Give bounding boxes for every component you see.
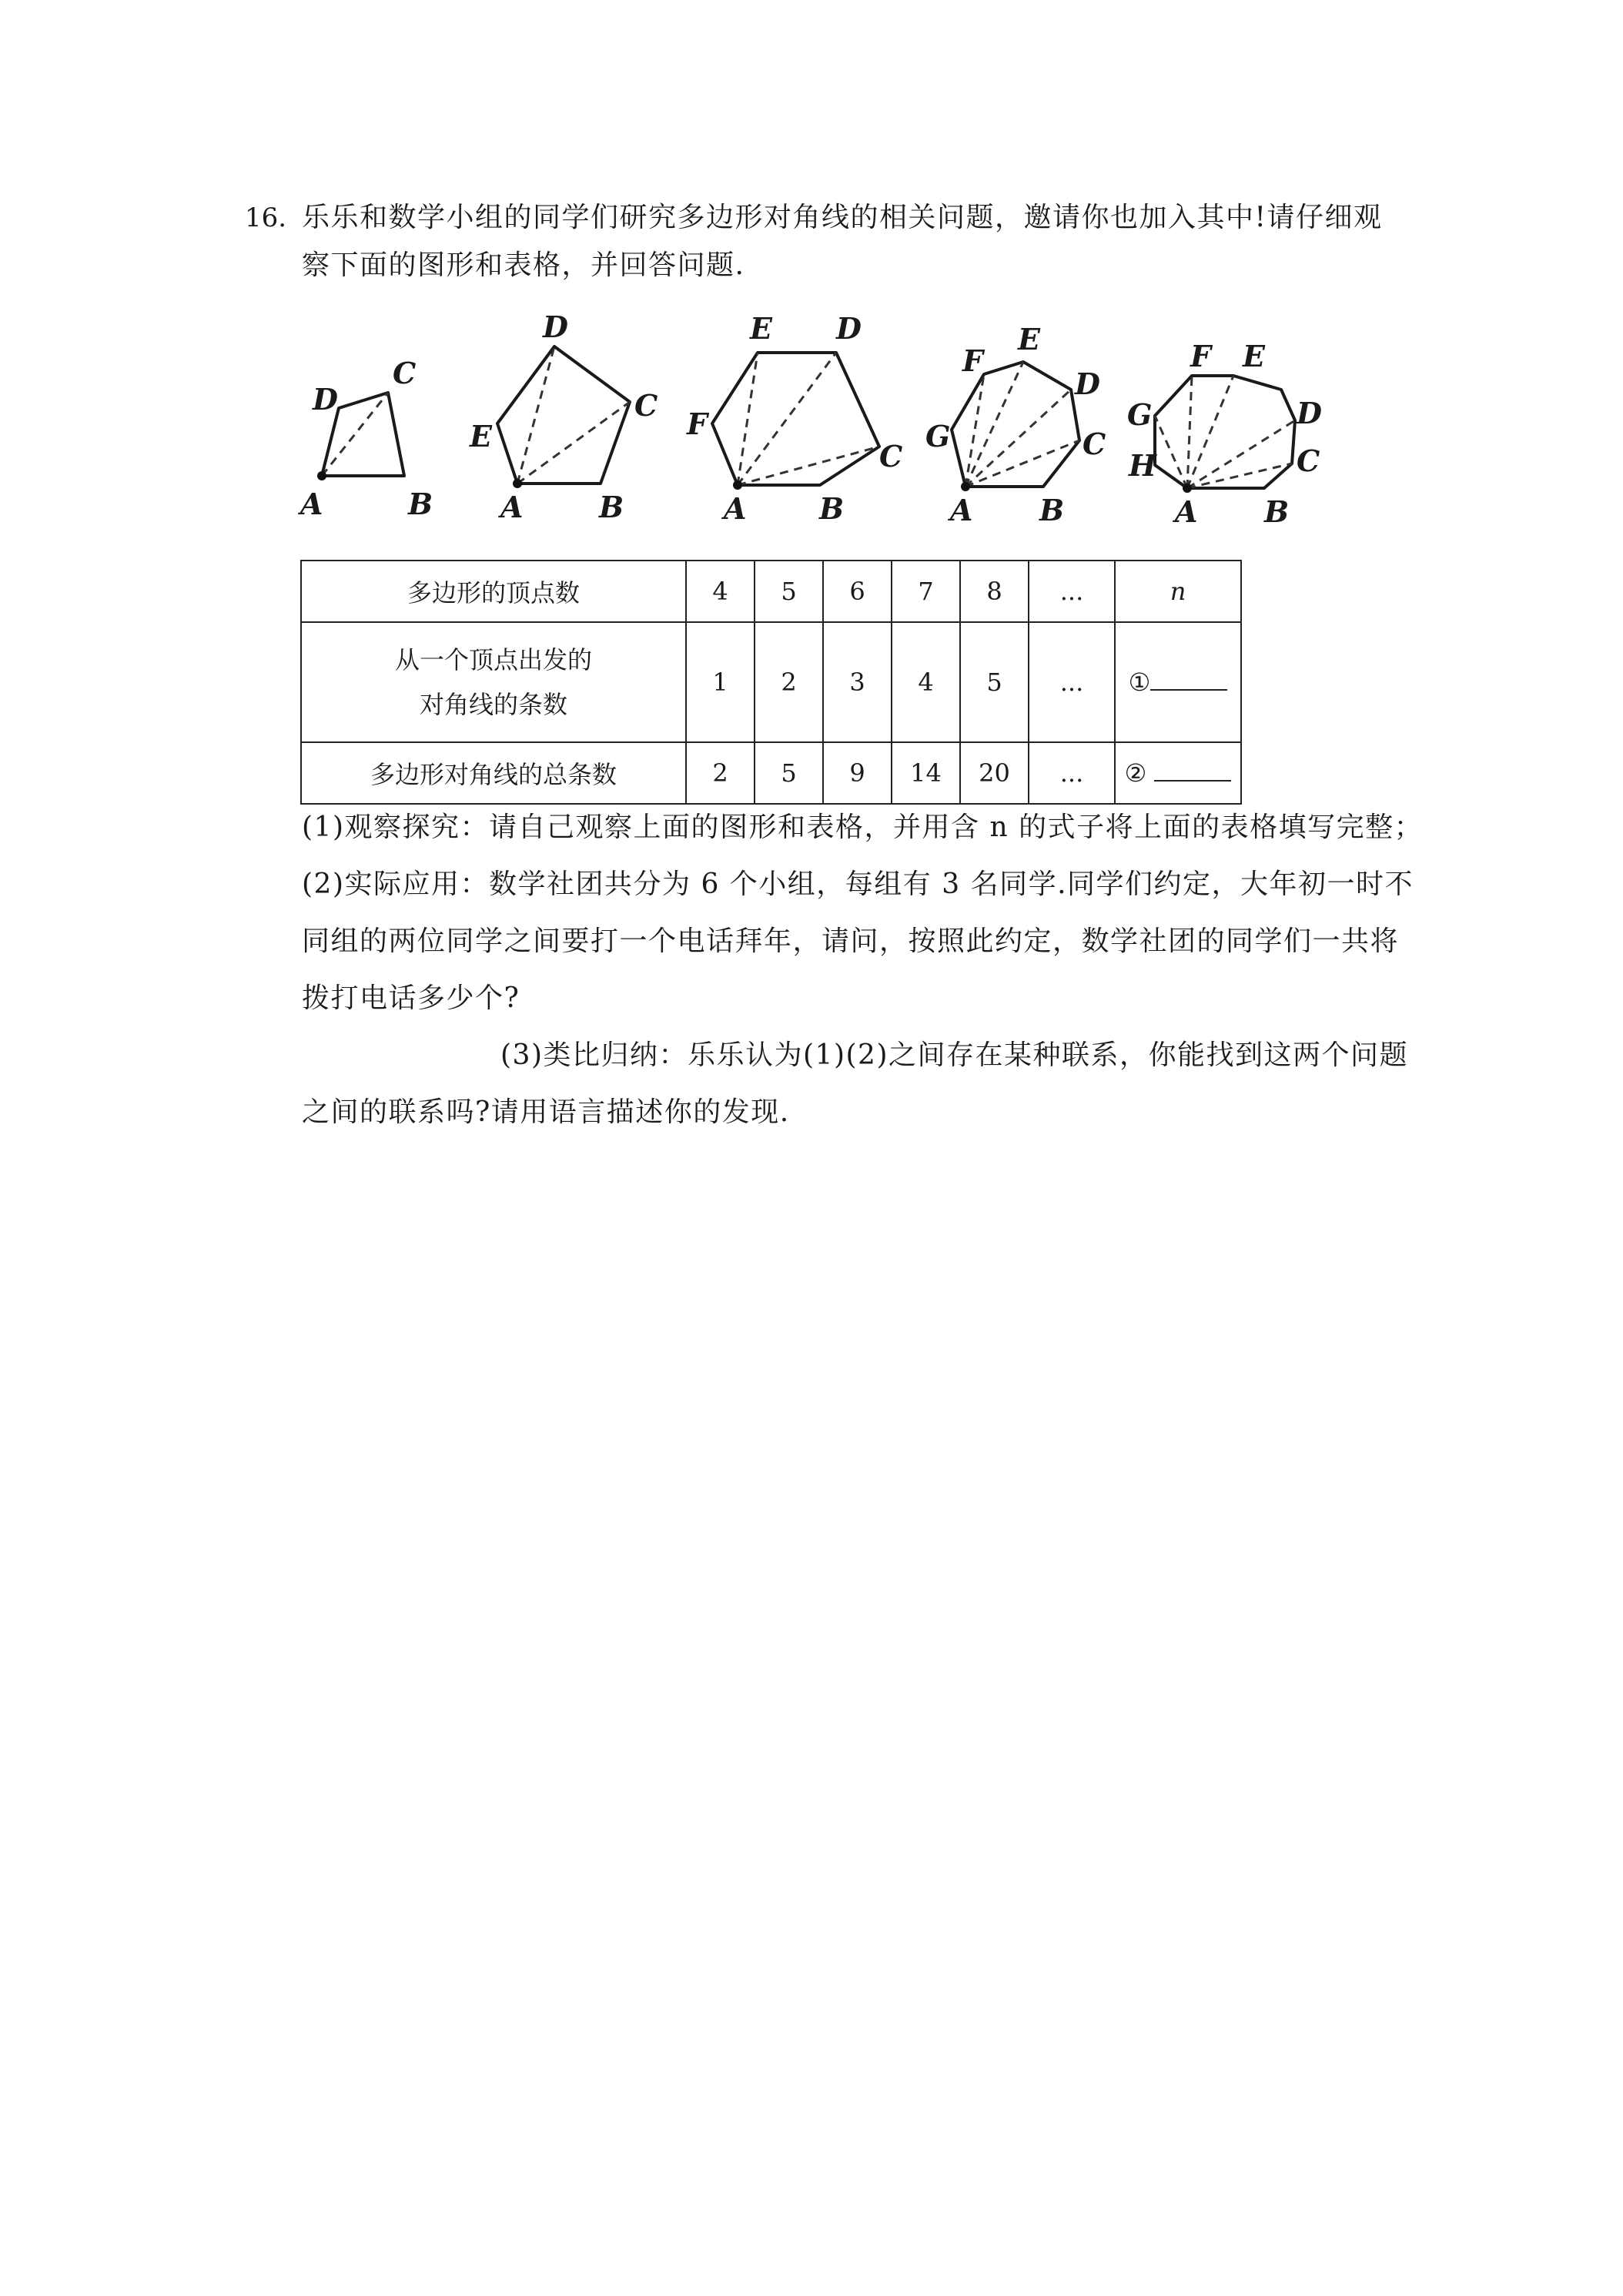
table-cell: 4: [892, 622, 960, 742]
pent-label-e: E: [470, 419, 492, 454]
table-row-vertices: [301, 561, 1241, 622]
table-row-diagonals-from-vertex: [301, 622, 1241, 742]
quadrilateral-vertex-a-dot: [317, 471, 326, 480]
quad-label-b: B: [408, 487, 433, 521]
octagon-outline: [1155, 376, 1295, 488]
part-1-text: (1)观察探究：请自己观察上面的图形和表格，并用含 n 的式子将上面的表格填写完整；: [302, 812, 1424, 843]
hexagon-diagonal-ad: [738, 353, 836, 485]
header-line-1: 从一个顶点出发的: [394, 645, 592, 674]
hept-label-d: D: [1075, 366, 1100, 401]
heptagon-diagonal-ae: [965, 362, 1023, 487]
hex-label-c: C: [879, 439, 903, 474]
table-cell: 5: [755, 742, 823, 804]
hex-label-a: A: [724, 491, 747, 526]
quad-label-c: C: [393, 356, 417, 390]
octagon-diagonal-ad: [1187, 420, 1295, 488]
polygon-figures: [293, 308, 1355, 531]
hept-label-f: F: [962, 343, 983, 378]
table-cell: ...: [1029, 561, 1115, 622]
figure-pentagon: [469, 310, 658, 524]
heptagon-vertex-a-dot: [961, 482, 970, 491]
quad-label-a: A: [300, 487, 323, 521]
part-3-line-1: (3)类比归纳：乐乐认为(1)(2)之间存在某种联系，你能找到这两个问题: [500, 1039, 1408, 1071]
octagon-diagonal-af: [1187, 376, 1192, 488]
table-cell: 5: [755, 561, 823, 622]
pent-label-b: B: [599, 490, 624, 524]
figure-heptagon: [925, 322, 1106, 527]
question-intro-line-2: 察下面的图形和表格，并回答问题.: [302, 249, 745, 281]
octagon-diagonal-ae: [1187, 376, 1233, 488]
quad-label-d: D: [313, 382, 338, 417]
hept-label-c: C: [1083, 427, 1106, 461]
oct-label-f: F: [1190, 339, 1211, 373]
hexagon-outline: [712, 353, 879, 485]
hex-label-f: F: [687, 407, 708, 441]
table-cell: 5: [960, 622, 1029, 742]
oct-label-c: C: [1297, 443, 1320, 478]
hept-label-a: A: [950, 493, 973, 527]
table-row-total-diagonals: [301, 742, 1241, 804]
oct-label-g: G: [1127, 397, 1153, 432]
table-cell: 4: [686, 561, 755, 622]
diagonal-table: [300, 560, 1242, 805]
hexagon-diagonal-ac: [738, 447, 879, 485]
blank-line-2: [1154, 758, 1231, 782]
answer-blank-2[interactable]: [1115, 742, 1241, 804]
pent-label-d: D: [543, 310, 568, 344]
figure-hexagon: [686, 311, 902, 526]
table-header-diagonals-from-vertex: [301, 622, 686, 742]
blank-line-1: [1150, 668, 1227, 691]
header-line-2: 对角线的条数: [419, 690, 567, 719]
blank-mark-1: ①: [1128, 668, 1151, 697]
hept-label-g: G: [925, 419, 951, 454]
table-cell: 20: [960, 742, 1029, 804]
table-cell: 3: [823, 622, 892, 742]
table-cell: 6: [823, 561, 892, 622]
table-cell: 9: [823, 742, 892, 804]
pentagon-vertex-a-dot: [513, 479, 522, 488]
pentagon-diagonal-ad: [517, 346, 554, 484]
hept-label-e: E: [1018, 322, 1040, 356]
hept-label-b: B: [1039, 493, 1065, 527]
hexagon-diagonal-ae: [738, 353, 758, 485]
oct-label-b: B: [1264, 494, 1290, 529]
hex-label-b: B: [819, 491, 845, 526]
oct-label-h: H: [1129, 448, 1156, 483]
pent-label-a: A: [500, 490, 524, 524]
part-2-line-2: 同组的两位同学之间要打一个电话拜年，请问，按照此约定，数学社团的同学们一共将: [302, 925, 1400, 957]
answer-blank-1[interactable]: [1115, 622, 1241, 742]
hex-label-e: E: [750, 311, 772, 346]
table-cell-n: n: [1115, 561, 1241, 622]
figure-octagon: [1127, 339, 1322, 529]
table-cell: 7: [892, 561, 960, 622]
octagon-vertex-a-dot: [1183, 484, 1192, 493]
table-cell: 2: [755, 622, 823, 742]
oct-label-e: E: [1243, 339, 1265, 373]
hex-label-d: D: [836, 311, 862, 346]
pent-label-c: C: [634, 388, 658, 423]
table-cell: 8: [960, 561, 1029, 622]
oct-label-d: D: [1297, 396, 1322, 430]
table-header-total-diagonals: 多边形对角线的总条数: [301, 742, 686, 804]
part-3-line-2: 之间的联系吗?请用语言描述你的发现.: [302, 1096, 790, 1128]
table-cell: ...: [1029, 742, 1115, 804]
question-intro-line-1: 乐乐和数学小组的同学们研究多边形对角线的相关问题，邀请你也加入其中!请仔细观: [302, 202, 1383, 233]
table-cell: 14: [892, 742, 960, 804]
pentagon-outline: [497, 346, 630, 484]
table-cell: 1: [686, 622, 755, 742]
part-2-line-1: (2)实际应用：数学社团共分为 6 个小组，每组有 3 名同学.同学们约定，大年初一时不: [302, 869, 1414, 900]
pentagon-diagonal-ac: [517, 402, 630, 484]
table-header-vertices: 多边形的顶点数: [301, 561, 686, 622]
question-number: 16.: [245, 202, 287, 233]
blank-mark-2: ②: [1124, 758, 1147, 788]
figure-quadrilateral: [298, 356, 433, 521]
table-cell: ...: [1029, 622, 1115, 742]
table-cell: 2: [686, 742, 755, 804]
oct-label-a: A: [1175, 494, 1198, 529]
part-2-line-3: 拨打电话多少个?: [302, 982, 520, 1014]
hexagon-vertex-a-dot: [733, 480, 742, 490]
